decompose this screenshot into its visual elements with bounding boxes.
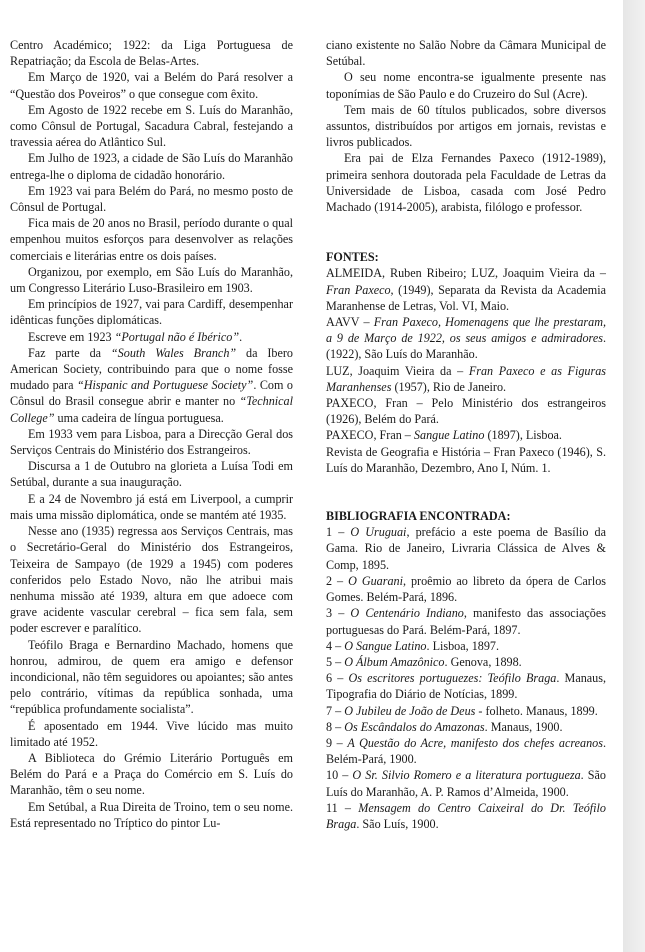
- right-column: [326, 37, 606, 832]
- right-column-text: [326, 37, 606, 215]
- body-paragraph: Nesse ano (1935) regressa aos Serviços Centrais, mas o Secretário-Geral do Ministério dos Estrangeiros, Teixeira de Sampayo (de 1929 a 1945) com poderes conferidos pelo Estado Novo, não lhe atribui mais nenhuma missão até 1939, altura em que adoece com grave acidente vascular cerebral – fica sem fala, sem poder escrever e paralítico.: [10, 524, 293, 636]
- body-paragraph: Teófilo Braga e Bernardino Machado, homens que honrou, admirou, de quem era amigo e defensor incondicional, não têm seguidores ou apoiantes; são antes pelo contrário, vítimas da república sonhada, uma “república profundamente socialista”.: [10, 637, 293, 717]
- body-paragraph: O seu nome encontra-se igualmente presente nas toponímias de São Paulo e do Cruzeiro do Sul (Acre).: [326, 70, 606, 101]
- bibliography-entry: 9 – A Questão do Acre, manifesto dos chefes acreanos. Belém-Pará, 1900.: [326, 735, 606, 767]
- source-entry: Revista de Geografia e História – Fran Paxeco (1946), S. Luís do Maranhão, Dezembro, Ano I, Núm. 1.: [326, 444, 606, 475]
- source-entry: PAXECO, Fran – Sangue Latino (1897), Lisboa.: [326, 428, 562, 443]
- bibliography-entry: 6 – Os escritores portuguezes: Teófilo Braga. Manaus, Tipografia do Diário de Notícias, 1899.: [326, 671, 607, 702]
- bibliography-entry: 1 – O Uruguai, prefácio a este poema de Basílio da Gama. Rio de Janeiro, Livraria Clássica de Alves & Comp, 1895.: [326, 525, 607, 572]
- bibliography-entry: 4 – O Sangue Latino. Lisboa, 1897.: [326, 638, 500, 653]
- fontes-heading: FONTES:: [326, 250, 379, 265]
- bibliography-entry: 5 – O Álbum Amazônico. Genova, 1898.: [326, 654, 522, 669]
- bibliografia-list: [326, 524, 606, 832]
- body-paragraph: Em princípios de 1927, vai para Cardiff, desempenhar idênticas funções diplomáticas.: [10, 297, 293, 328]
- source-entry: PAXECO, Fran – Pelo Ministério dos estrangeiros (1926), Belém do Pará.: [326, 396, 606, 427]
- spacer: [326, 476, 606, 508]
- body-paragraph: ciano existente no Salão Nobre da Câmara Municipal de Setúbal.: [326, 38, 606, 69]
- bibliography-entry: 10 – O Sr. Silvio Romero e a literatura portugueza. São Luís do Maranhão, A. P. Ramos d’Almeida, 1900.: [326, 768, 607, 799]
- bibliography-entry: 11 – Mensagem do Centro Caixeiral do Dr. Teófilo Braga. São Luís, 1900.: [326, 800, 606, 831]
- body-paragraph: Em Março de 1920, vai a Belém do Pará resolver a “Questão dos Poveiros” o que consegue com êxito.: [10, 70, 293, 101]
- body-paragraph: Em 1923 vai para Belém do Pará, no mesmo posto de Cônsul de Portugal.: [10, 183, 293, 215]
- bibliography-entry: 3 – O Centenário Indiano, manifesto das associações portuguesas do Pará. Belém-Pará, 1897.: [326, 606, 606, 637]
- body-paragraph: E a 24 de Novembro já está em Liverpool, a cumprir mais uma missão diplomática, onde se mantém até 1935.: [10, 491, 293, 522]
- source-entry: LUZ, Joaquim Vieira da – Fran Paxeco e as Figuras Maranhenses (1957), Rio de Janeiro.: [326, 363, 606, 394]
- body-paragraph: Escreve em 1923 “Portugal não é Ibérico”.: [28, 329, 243, 344]
- body-paragraph: Em Agosto de 1922 recebe em S. Luís do Maranhão, como Cônsul de Portugal, Sacadura Cabral, festejando a travessia aérea do Atlântico Sul.: [10, 102, 293, 150]
- body-paragraph: Em 1933 vem para Lisboa, para a Direcção Geral dos Serviços Centrais do Ministério dos Estrangeiros.: [10, 426, 293, 458]
- bibliography-entry: 2 – O Guarani, proêmio ao libreto da ópera de Carlos Gomes. Belém-Pará, 1896.: [326, 573, 607, 605]
- body-paragraph: Organizou, por exemplo, em São Luís do Maranhão, um Congresso Literário Luso-Brasileiro em 1903.: [10, 264, 293, 296]
- body-paragraph: Tem mais de 60 títulos publicados, sobre diversos assuntos, distribuídos por artigos em jornais, revistas e livros publicados.: [326, 102, 606, 150]
- left-column: [10, 37, 293, 831]
- bibliography-entry: 7 – O Jubileu de João de Deus - folheto. Manaus, 1899.: [326, 703, 598, 718]
- body-paragraph: A Biblioteca do Grémio Literário Português em Belém do Pará e a Praça do Comércio em S. Luís do Maranhão, têm o seu nome.: [10, 750, 293, 798]
- source-entry: ALMEIDA, Ruben Ribeiro; LUZ, Joaquim Vieira da – Fran Paxeco, (1949), Separata da Revista da Academia Maranhense de Letras, Vol. VI, Maio.: [326, 266, 607, 313]
- page-edge-shadow: [623, 0, 645, 952]
- body-paragraph: Centro Académico; 1922: da Liga Portuguesa de Repatriação; da Escola de Belas-Artes.: [10, 38, 293, 69]
- bibliografia-heading: BIBLIOGRAFIA ENCONTRADA:: [326, 509, 511, 524]
- body-paragraph: É aposentado em 1944. Vive lúcido mas muito limitado até 1952.: [10, 718, 293, 749]
- spacer: [326, 215, 606, 249]
- body-paragraph: Discursa a 1 de Outubro na glorieta a Luísa Todi em Setúbal, durante a sua inauguração.: [10, 459, 293, 490]
- body-paragraph: Em Setúbal, a Rua Direita de Troino, tem o seu nome. Está representado no Tríptico do pintor Lu-: [10, 799, 293, 830]
- source-entry: AAVV – Fran Paxeco, Homenagens que lhe prestaram, a 9 de Março de 1922, os seus amigos e admiradores. (1922), São Luís do Maranhão.: [326, 315, 606, 362]
- bibliography-entry: 8 – Os Escândalos do Amazonas. Manaus, 1900.: [326, 719, 563, 734]
- body-paragraph: Era pai de Elza Fernandes Paxeco (1912-1989), primeira senhora doutorada pela Faculdade de Letras da Universidade de Lisboa, casada com José Pedro Machado (1914-2005), arabista, filólogo e professor.: [326, 151, 606, 215]
- body-paragraph: Em Julho de 1923, a cidade de São Luís do Maranhão entrega-lhe o diploma de cidadão honorário.: [10, 151, 293, 182]
- fontes-list: [326, 265, 606, 476]
- body-paragraph: Faz parte da “South Wales Branch” da Ibero American Society, contribuindo para que o nome fosse mudado para “Hispanic and Portuguese Society”. Com o Cônsul do Brasil consegue abrir e manter no “Technical College” uma cadeira de língua portuguesa.: [10, 345, 294, 425]
- body-paragraph: Fica mais de 20 anos no Brasil, período durante o qual empenhou muitos esforços para desenvolver as relações comerciais e literárias entre os dois países.: [10, 216, 293, 263]
